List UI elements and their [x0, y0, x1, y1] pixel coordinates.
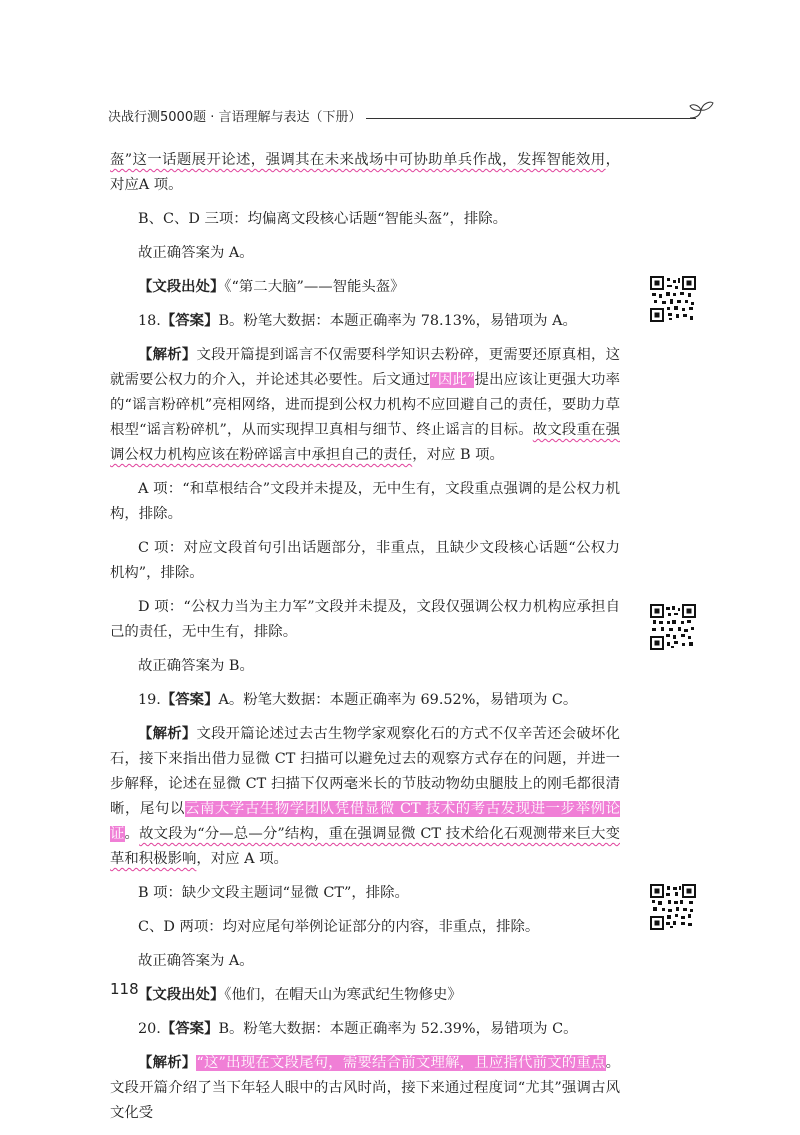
source-q19: 【文段出处】《他们，在帽天山为寒武纪生物修史》	[138, 987, 462, 1003]
answer-line-q18: 18.【答案】B。粉笔大数据：本题正确率为 78.13%，易错项为 A。	[138, 313, 577, 329]
answer-q17: 故正确答案为 A。	[138, 245, 254, 261]
option-c-q18: C 项：对应文段首句引出话题部分，非重点，且缺少文段核心话题“公权力机构”，排除。	[110, 540, 620, 581]
qr-code-q19[interactable]	[650, 604, 696, 650]
option-d-q18: D 项：“公权力当为主力军”文段并未提及，文段仅强调公权力机构应承担自己的责任，无中生有，排除。	[110, 599, 620, 640]
highlight-q20: “这”出现在文段尾句，需要结合前文理解，且应指代前文的重点	[196, 1055, 606, 1071]
answer-q18: 故正确答案为 B。	[138, 658, 254, 674]
answer-line-q20: 20.【答案】B。粉笔大数据：本题正确率为 52.39%，易错项为 C。	[138, 1021, 578, 1037]
analysis-q19: 【解析】文段开篇论述过去古生物学家观察化石的方式不仅辛苦还会破坏化石，接下来指出借力显微 CT 扫描可以避免过去的观察方式存在的问题，并进一步解释，论述在显微 CT 扫描下仅两毫米长的节肢动物幼虫腿肢上的刚毛都很清晰，尾句以云南大学古生物学团队凭借显微 CT 技术的考古发现进一步举例论证。故文段为“分—总—分”结构，重在强调显微 CT 技术给化石观测带来巨大变革和积极影响，对应 A 项。	[110, 726, 620, 867]
wavy-underline-q17: 盔”这一话题展开论述，强调其在未来战场中可协助单兵作战，发挥智能效用	[110, 152, 606, 168]
wavy-underline-q18: 故文段重在强调公权力机构应该在粉碎谣言中承担自己的责任	[110, 422, 620, 463]
book-title: 决战行测5000题 · 言语理解与表达（下册）	[108, 110, 362, 125]
sprout-icon	[686, 96, 716, 122]
paragraph-q17-tail: 盔”这一话题展开论述，强调其在未来战场中可协助单兵作战，发挥智能效用，对应A 项。	[110, 152, 620, 193]
answer-q19: 故正确答案为 A。	[138, 953, 254, 969]
header-rule	[366, 118, 696, 119]
option-cd-q19: C、D 两项：均对应尾句举例论证部分的内容，非重点，排除。	[138, 919, 540, 935]
source-q17: 【文段出处】《“第二大脑”——智能头盔》	[138, 279, 405, 295]
qr-code-q20[interactable]	[650, 884, 696, 930]
wavy-underline-q19: 故文段为“分—总—分”结构，重在强调显微 CT 技术给化石观测带来巨大变革和积极影响	[110, 826, 620, 867]
option-a-q18: A 项：“和草根结合”文段并未提及，无中生有，文段重点强调的是公权力机构，排除。	[110, 481, 620, 522]
page-header	[108, 108, 708, 128]
answer-content	[110, 148, 620, 1135]
analysis-q18: 【解析】文段开篇提到谣言不仅需要科学知识去粉碎，更需要还原真相，这就需要公权力的介入，并论述其必要性。后文通过“因此”提出应该让更强大功率的“谣言粉碎机”亮相网络，进而提到公权力机构不应回避自己的责任，要助力草根型“谣言粉碎机”，从而实现捍卫真相与细节、终止谣言的目标。故文段重在强调公权力机构应该在粉碎谣言中承担自己的责任，对应 B 项。	[110, 347, 620, 463]
highlight-q19: 云南大学古生物学团队凭借显微 CT 技术的考古发现进一步举例论证	[110, 801, 620, 842]
option-bcd-q17: B、C、D 三项：均偏离文段核心话题“智能头盔”，排除。	[138, 211, 508, 227]
option-b-q19: B 项：缺少文段主题词“显微 CT”，排除。	[138, 885, 409, 901]
analysis-q20: 【解析】“这”出现在文段尾句，需要结合前文理解，且应指代前文的重点。文段开篇介绍了当下年轻人眼中的古风时尚，接下来通过程度词“尤其”强调古风文化受	[110, 1055, 620, 1121]
answer-line-q19: 19.【答案】A。粉笔大数据：本题正确率为 69.52%，易错项为 C。	[138, 692, 578, 708]
highlight-q18: “因此”	[430, 372, 475, 388]
qr-code-q18[interactable]	[650, 276, 696, 322]
page-number: 118	[110, 980, 139, 998]
